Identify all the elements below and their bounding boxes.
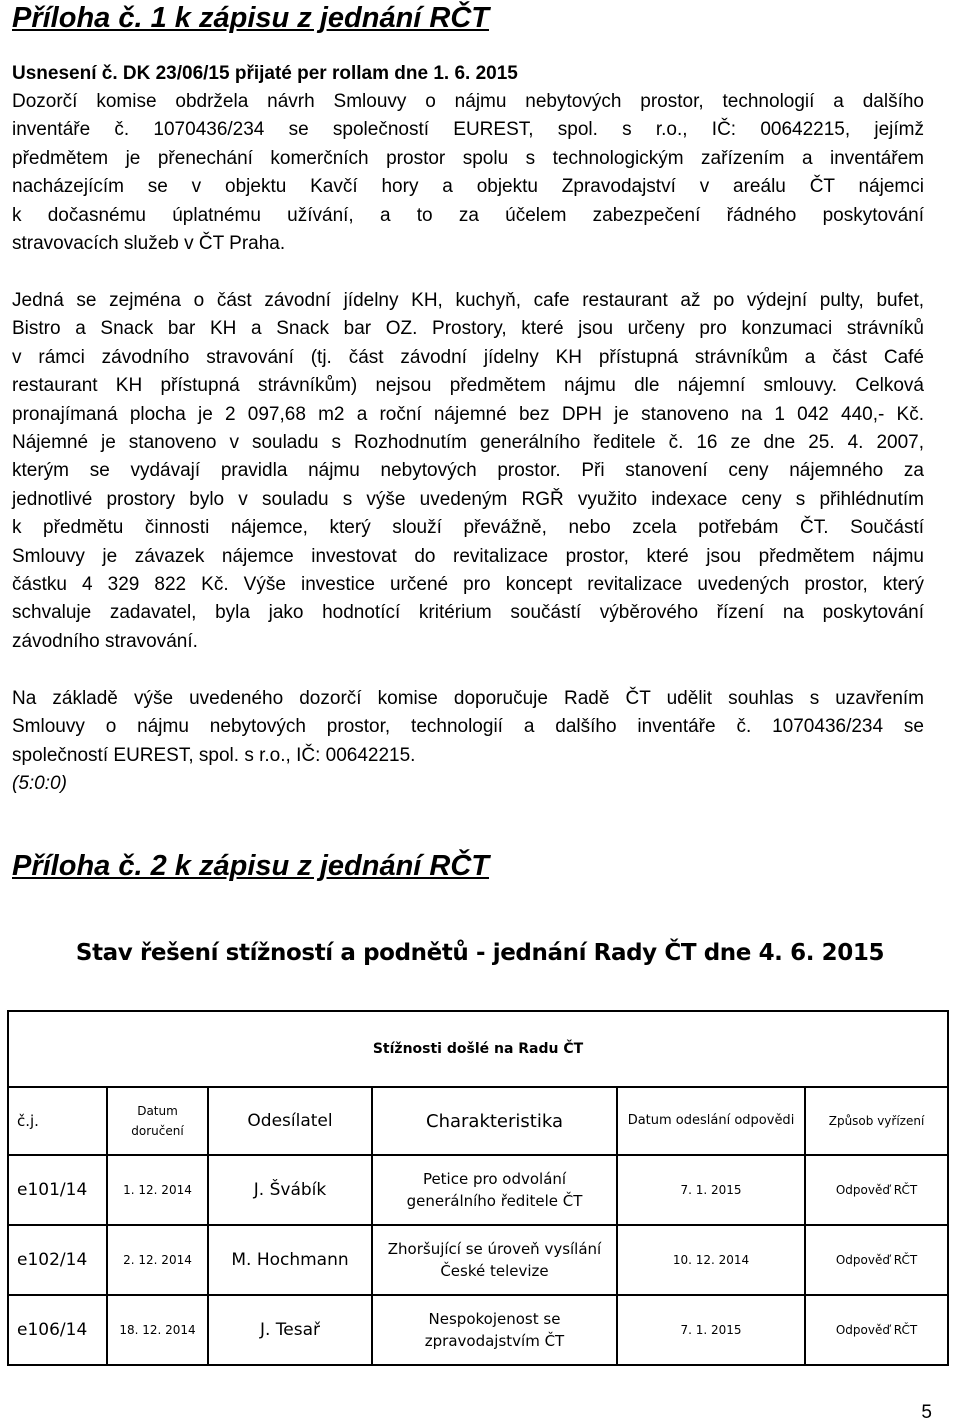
vote-result: (5:0:0) [12, 773, 67, 795]
paragraph-line: restaurant KH přístupná strávníkům) nejsou předmětem nájmu dle nájemní smlouvy. Celková [12, 375, 924, 397]
paragraph-line: k předmětu činnosti nájemce, který slouží převážně, nebo zcela potřebám ČT. Součástí [12, 517, 924, 539]
cell-description: Nespokojenost se zpravodajstvím ČT [372, 1295, 617, 1365]
resolution-title-text: Usnesení č. DK 23/06/15 přijaté per rollam dne 1. 6. 2015 [12, 63, 518, 84]
paragraph-line: kterým se vydávají pravidla nájmu nebytových prostor. Při stanovení ceny nájemného za [12, 460, 924, 482]
cell-description: Petice pro odvolání generálního ředitele ČT [372, 1155, 617, 1225]
header-ref: č.j. [8, 1087, 107, 1155]
cell-ref: e102/14 [8, 1225, 107, 1295]
table-row [8, 1225, 948, 1295]
header-sender: Odesílatel [208, 1087, 372, 1155]
header-received: Datum doručení [107, 1087, 208, 1155]
table-caption: Stížnosti došlé na Radu ČT [8, 1011, 948, 1087]
header-reply-date: Datum odeslání odpovědi [617, 1087, 805, 1155]
complaints-status-title: Stav řešení stížností a podnětů - jednání Rady ČT dne 4. 6. 2015 [75, 940, 885, 966]
header-handling: Způsob vyřízení [805, 1087, 948, 1155]
cell-received: 2. 12. 2014 [107, 1225, 208, 1295]
paragraph-line: v rámci závodního stravování (tj. část závodní jídelny KH přístupná strávníkům a část Café [12, 346, 924, 368]
cell-reply-date: 10. 12. 2014 [617, 1225, 805, 1295]
annex1-paragraph-1 [12, 88, 924, 258]
paragraph-line: společností EUREST, spol. s r.o., IČ: 00642215. [12, 744, 416, 766]
cell-sender: J. Tesař [208, 1295, 372, 1365]
paragraph-line: stravovacích služeb v ČT Praha. [12, 233, 286, 255]
paragraph-line: částku 4 329 822 Kč. Výše investice určené pro koncept revitalizace uvedených prostor, který [12, 574, 924, 596]
paragraph-line: Na základě výše uvedeného dozorčí komise doporučuje Radě ČT udělit souhlas s uzavřením [12, 688, 924, 709]
cell-sender: M. Hochmann [208, 1225, 372, 1295]
paragraph-line: nacházejícím se v objektu Kavčí hory a objektu Zpravodajství v areálu ČT nájemci [12, 176, 924, 198]
annex1-paragraph-2 [12, 287, 924, 656]
paragraph-line: Smlouvy je závazek nájemce investovat do revitalizace prostor, které jsou předmětem nájmu [12, 545, 924, 567]
cell-reply-date: 7. 1. 2015 [617, 1295, 805, 1365]
cell-reply-date: 7. 1. 2015 [617, 1155, 805, 1225]
cell-received: 18. 12. 2014 [107, 1295, 208, 1365]
paragraph-line: jednotlivé prostory bylo v souladu s výše uvedeným RGŘ využito indexace ceny s přihlédnutím [12, 488, 924, 510]
cell-handling: Odpověď RČT [805, 1225, 948, 1295]
page-number: 5 [921, 1402, 932, 1423]
cell-handling: Odpověď RČT [805, 1155, 948, 1225]
annex1-heading: Příloha č. 1 k zápisu z jednání RČT [12, 2, 489, 34]
cell-ref: e101/14 [8, 1155, 107, 1225]
annex1-paragraph-3 [12, 685, 924, 799]
cell-description: Zhoršující se úroveň vysílání České televize [372, 1225, 617, 1295]
paragraph-line: Dozorčí komise obdržela návrh Smlouvy o nájmu nebytových prostor, technologií a dalšího [12, 91, 924, 112]
paragraph-line: k dočasnému úplatnému užívání, a to za účelem zabezpečení řádného poskytování [12, 204, 924, 226]
table-row [8, 1295, 948, 1365]
paragraph-line: pronajímaná plocha je 2 097,68 m2 a roční nájemné bez DPH je stanoveno na 1 042 440,- Kč. [12, 403, 924, 425]
table-header-row [8, 1087, 948, 1155]
paragraph-line: Smlouvy o nájmu nebytových prostor, technologií a dalšího inventáře č. 1070436/234 se [12, 716, 924, 738]
paragraph-line: schvaluje zadavatel, byla jako hodnotící kritérium součástí výběrového řízení na poskytování [12, 602, 924, 624]
paragraph-line: Bistro a Snack bar KH a Snack bar OZ. Prostory, které jsou určeny pro konzumaci strávníků [12, 318, 924, 340]
cell-sender: J. Švábík [208, 1155, 372, 1225]
paragraph-line: Jedná se zejména o část závodní jídelny KH, kuchyň, cafe restaurant až po výdejní pulty, bufet, [12, 290, 924, 311]
table-row [8, 1155, 948, 1225]
paragraph-line: závodního stravování. [12, 630, 198, 652]
cell-ref: e106/14 [8, 1295, 107, 1365]
paragraph-line: předmětem je přenechání komerčních prostor spolu s technologickým zařízením a inventářem [12, 147, 924, 169]
cell-received: 1. 12. 2014 [107, 1155, 208, 1225]
paragraph-line: inventáře č. 1070436/234 se společností EUREST, spol. s r.o., IČ: 00642215, jejímž [12, 119, 924, 141]
resolution-title [12, 60, 924, 88]
header-description: Charakteristika [372, 1087, 617, 1155]
complaints-table [7, 1010, 949, 1366]
annex2-heading: Příloha č. 2 k zápisu z jednání RČT [12, 850, 489, 882]
paragraph-line: Nájemné je stanoveno v souladu s Rozhodnutím generálního ředitele č. 16 ze dne 25. 4. 2007, [12, 432, 924, 454]
cell-handling: Odpověď RČT [805, 1295, 948, 1365]
